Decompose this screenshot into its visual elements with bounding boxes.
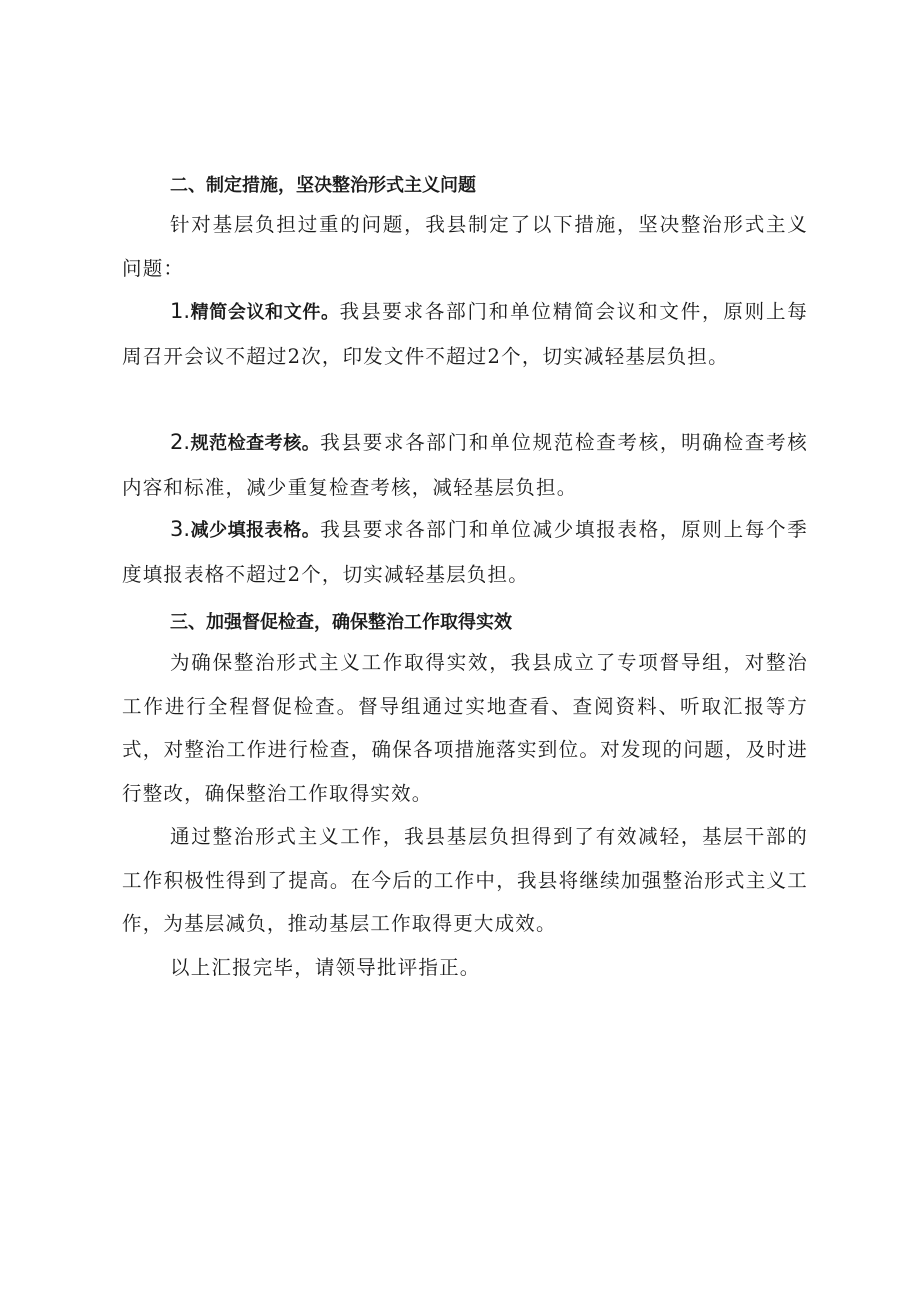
section-3-paragraph-2: 通过整治形式主义工作，我县基层负担得到了有效减轻，基层干部的工作积极性得到了提高。在今后的工作中，我县将继续加强整治形式主义工作，为基层减负，推动基层工作取得更大成效。 [122,825,808,935]
measure-item-1-lead [170,299,340,323]
closing-paragraph: 以上汇报完毕，请领导批评指正。 [170,956,481,979]
measure-item-3-number: 3. [170,517,191,541]
measure-item-2 [122,421,808,509]
measure-item-3-body: 我县要求各部门和单位减少填报表格，原则上每个季度填报表格不超过2个，切实减轻基层负担。 [122,518,809,586]
measure-item-1-number: 1. [170,299,191,323]
measure-item-2-body: 我县要求各部门和单位规范检查考核，明确检查考核内容和标准，减少重复检查考核，减轻基层负担。 [122,431,809,499]
measure-item-1 [122,290,808,378]
measure-item-2-lead [170,430,321,454]
measure-item-3 [122,508,808,596]
measure-item-2-number: 2. [170,430,191,454]
section-2-intro: 针对基层负担过重的问题，我县制定了以下措施，坚决整治形式主义问题： [122,213,808,280]
measure-item-3-title: 减少填报表格。 [190,520,321,541]
measure-item-1-title: 精简会议和文件。 [190,302,340,323]
section-3-heading: 三、加强督促检查，确保整治工作取得实效 [170,612,512,633]
measure-item-3-lead [170,517,321,541]
section-2-heading: 二、制定措施，坚决整治形式主义问题 [170,175,476,196]
measure-item-1-body: 我县要求各部门和单位精简会议和文件，原则上每周召开会议不超过2次，印发文件不超过2个，切实减轻基层负担。 [122,300,809,368]
section-3-paragraph-1: 为确保整治形式主义工作取得实效，我县成立了专项督导组，对整治工作进行全程督促检查。督导组通过实地查看、查阅资料、听取汇报等方式，对整治工作进行检查，确保各项措施落实到位。对发现的问题，及时进行整改，确保整治工作取得实效。 [122,651,808,805]
measure-item-2-title: 规范检查考核。 [190,433,321,454]
